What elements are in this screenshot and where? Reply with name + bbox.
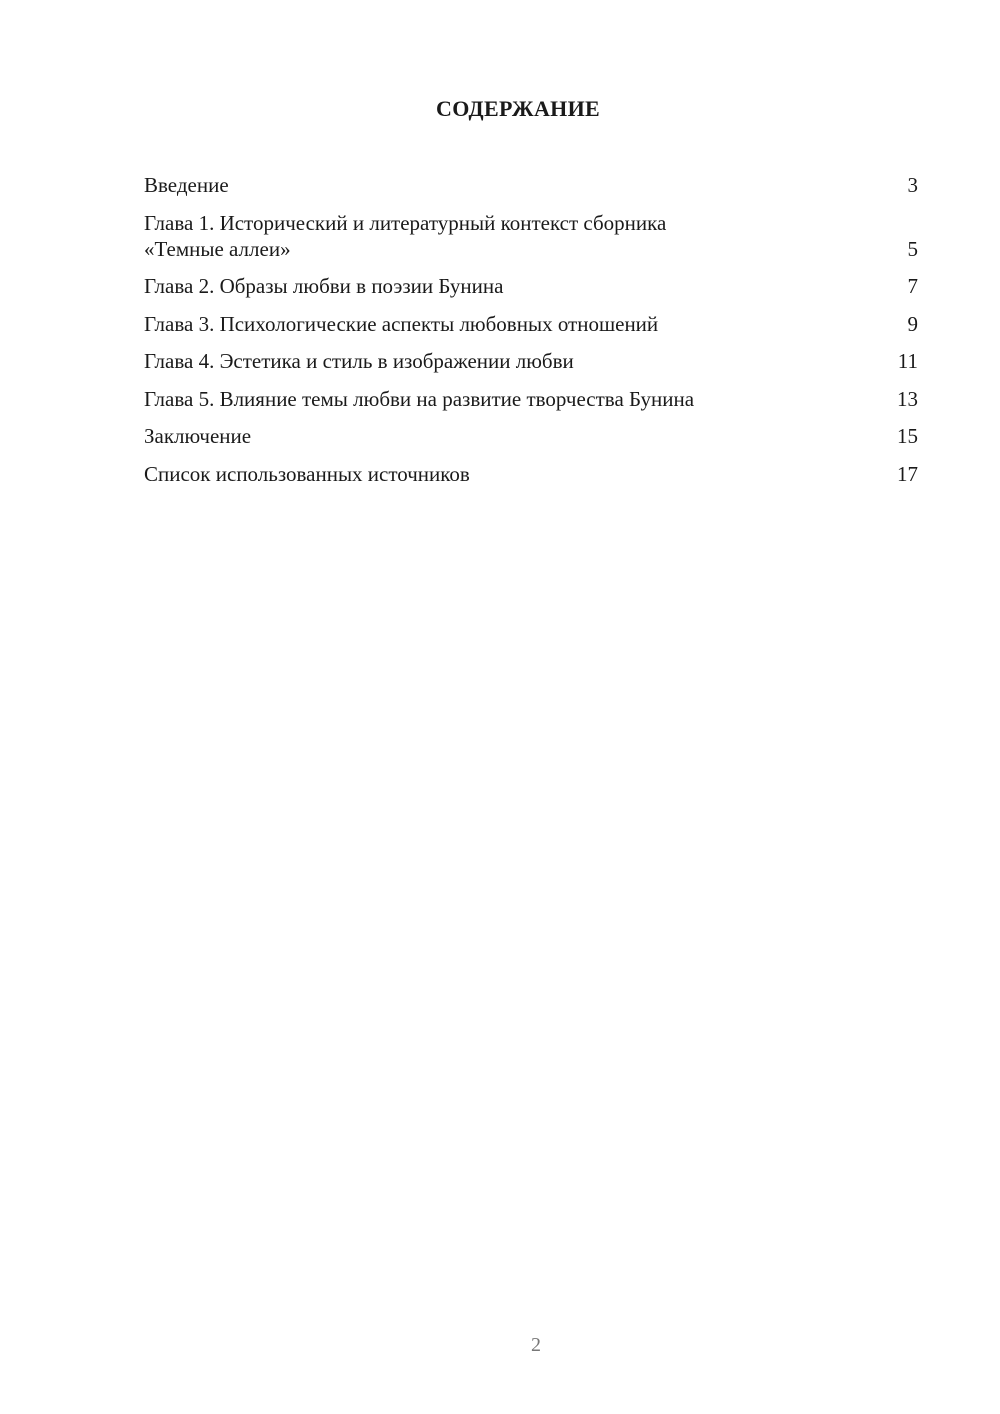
toc-entry-label: Список использованных источников [144, 461, 470, 486]
toc-entry-chapter-2 [144, 273, 918, 299]
toc-entry-label: Глава 2. Образы любви в поэзии Бунина [144, 274, 504, 298]
toc-entry-chapter-4 [144, 348, 918, 374]
toc-entry-label: Глава 3. Психологические аспекты любовных отношений [144, 311, 659, 336]
toc-entry-page: 5 [907, 236, 918, 261]
toc-entry-introduction [144, 172, 918, 198]
toc-entry-label: Заключение [144, 424, 252, 448]
toc-entry-label [144, 210, 908, 262]
toc-entry-conclusion [144, 423, 918, 449]
toc-entry-chapter-1 [144, 210, 918, 262]
toc-entry-chapter-3 [144, 311, 918, 337]
toc-entry-page: 3 [907, 173, 918, 197]
toc-entry-label: Глава 4. Эстетика и стиль в изображении любви [144, 349, 574, 373]
toc-entry-label-line: «Темные аллеи» [144, 236, 291, 261]
toc-entry-page: 13 [897, 386, 918, 411]
toc-entry-page: 15 [897, 424, 918, 448]
toc-entry-chapter-5 [144, 386, 918, 412]
page-title: СОДЕРЖАНИЕ [436, 96, 600, 121]
toc-entry-page: 17 [897, 461, 918, 486]
table-of-contents [144, 172, 918, 498]
toc-entry-page: 11 [897, 349, 918, 373]
toc-entry-label: Введение [144, 173, 229, 197]
toc-entry-page: 9 [907, 311, 918, 336]
toc-entry-page: 7 [907, 274, 918, 298]
footer-page-number: 2 [531, 1334, 541, 1356]
toc-entry-label-line: Глава 1. Исторический и литературный контекст сборника [144, 210, 667, 235]
toc-entry-references [144, 461, 918, 487]
toc-entry-label: Глава 5. Влияние темы любви на развитие творчества Бунина [144, 386, 695, 411]
